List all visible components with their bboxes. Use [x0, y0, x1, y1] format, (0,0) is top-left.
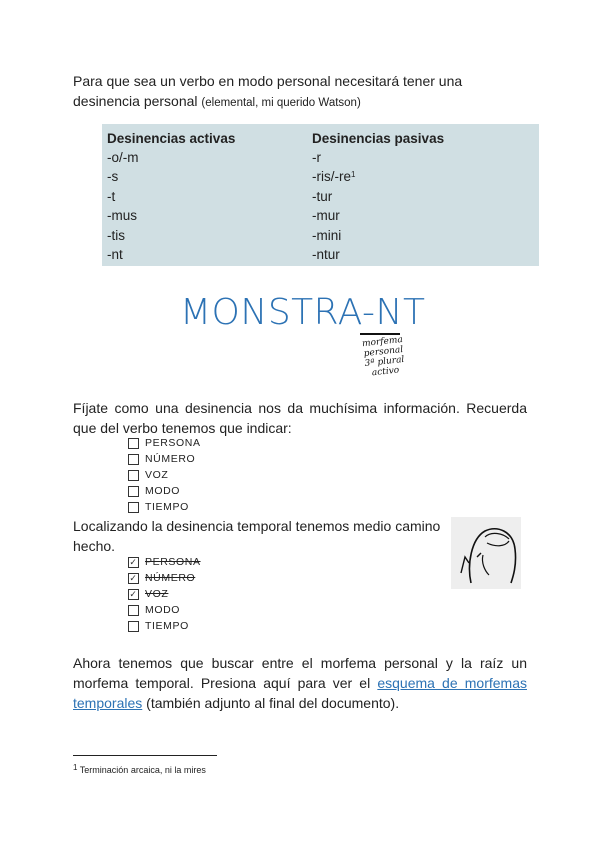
checklist-item [128, 435, 201, 451]
cell-pasiva: -tur [312, 188, 333, 204]
ahora-text-after: (también adjunto al final del documento). [146, 695, 400, 711]
morpheme-annotation [350, 334, 418, 380]
table-row [102, 207, 539, 227]
cell-pasiva: -ntur [312, 247, 340, 263]
morpheme-underline [360, 333, 400, 335]
checklist-indicate [128, 435, 201, 515]
fijate-paragraph: Fíjate como una desinencia nos da muchísima información. Recuerda que del verbo tenemos que indicar: [73, 400, 527, 436]
checklist-item [128, 618, 201, 634]
meme-face-drawing [451, 517, 521, 589]
esquema-link[interactable]: esquema de morfemas temporales [73, 675, 527, 711]
desinencias-table [102, 124, 539, 266]
cell-activa: -nt [107, 247, 123, 263]
meme-face-image [451, 517, 521, 589]
table-row [102, 246, 539, 266]
footnote-ref[interactable]: 1 [351, 170, 356, 180]
checkbox-icon[interactable] [128, 502, 139, 513]
cell-activa: -tis [107, 227, 125, 243]
annotation-line: morfema [361, 334, 404, 350]
footnote [73, 765, 206, 775]
footnote-divider [73, 755, 217, 756]
table-row [102, 227, 539, 247]
cell-activa: -o/-m [107, 149, 139, 165]
checkbox-icon[interactable] [128, 470, 139, 481]
footnote-text: Terminación arcaica, ni la mires [79, 765, 206, 775]
checklist-label: MODO [145, 604, 181, 616]
checklist-label: VOZ [145, 469, 169, 481]
checkbox-icon[interactable] [128, 486, 139, 497]
annotation-line: personal [363, 344, 404, 360]
checklist-progress [128, 554, 201, 634]
cell-pasiva [307, 168, 539, 188]
checklist-item [128, 451, 201, 467]
checklist-label: NÚMERO [145, 572, 196, 584]
intro-aside: (elemental, mi querido Watson) [201, 97, 361, 109]
checklist-item [128, 483, 201, 499]
checkbox-checked-icon[interactable]: ✓ [129, 556, 138, 567]
checkbox-icon[interactable] [128, 454, 139, 465]
cell-activa: -s [107, 169, 119, 185]
checklist-item [128, 570, 201, 586]
checklist-label: TIEMPO [145, 501, 189, 513]
table-row [102, 168, 539, 188]
cell-activa: -t [107, 188, 116, 204]
table-row [102, 149, 539, 169]
example-word: MONSTRA-NT [180, 292, 426, 333]
checklist-label: NÚMERO [145, 453, 196, 465]
checkbox-icon[interactable] [128, 621, 139, 632]
checklist-item [128, 467, 201, 483]
intro-text: Para que sea un verbo en modo personal necesitará tener una desinencia personal [73, 73, 463, 109]
checkbox-checked-icon[interactable]: ✓ [129, 572, 138, 583]
ahora-paragraph [73, 653, 527, 713]
table-row [102, 188, 539, 208]
checklist-label: MODO [145, 485, 181, 497]
cell-pasiva-text: -ris/-re [312, 169, 351, 185]
cell-pasiva: -mur [312, 208, 340, 224]
checklist-label: PERSONA [145, 437, 201, 449]
footnote-marker: 1 [73, 763, 78, 772]
checklist-label: TIEMPO [145, 620, 189, 632]
table-header-row [102, 124, 539, 149]
checklist-item [128, 499, 201, 515]
cell-pasiva: -r [312, 149, 321, 165]
cell-pasiva: -mini [312, 227, 342, 243]
ahora-text-before: Ahora tenemos que buscar entre el morfema personal y la raíz un morfema temporal. Presiona aquí para ver el [73, 655, 527, 691]
intro-paragraph [73, 71, 527, 113]
checklist-item [128, 586, 201, 602]
checklist-label: VOZ [145, 588, 169, 600]
header-pasivas: Desinencias pasivas [312, 131, 445, 146]
checklist-item [128, 554, 201, 570]
annotation-line: 3ª plural [364, 354, 405, 370]
cell-activa: -mus [107, 208, 137, 224]
checklist-item [128, 602, 201, 618]
checkbox-checked-icon[interactable]: ✓ [129, 588, 138, 599]
annotation-line: activo [371, 365, 400, 379]
header-activas: Desinencias activas [107, 131, 236, 146]
checklist-label: PERSONA [145, 556, 201, 568]
checkbox-icon[interactable] [128, 605, 139, 616]
localizando-paragraph: Localizando la desinencia temporal tenemos medio camino hecho. [73, 518, 441, 554]
checkbox-icon[interactable] [128, 438, 139, 449]
